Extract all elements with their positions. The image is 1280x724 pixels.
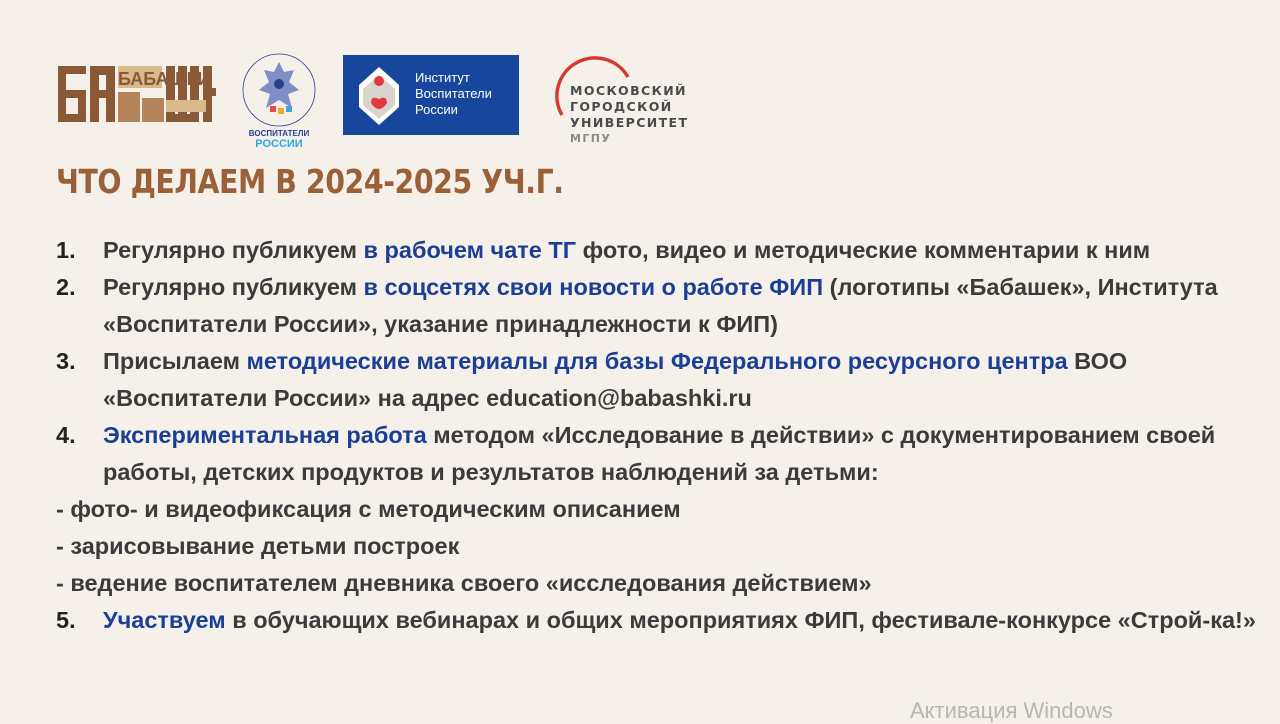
institute-line3: России — [415, 102, 458, 117]
vospitateli-line1: ВОСПИТАТЕЛИ — [248, 129, 310, 138]
item-text: в обучающих вебинарах и общих мероприятиях ФИП, фестивале-конкурсе «Строй-ка!» — [225, 607, 1256, 633]
sub-item: - фото- и видеофиксация с методическим описанием — [56, 496, 681, 522]
item-number: 1. — [56, 237, 76, 263]
item-highlight: методические материалы для базы Федерального ресурсного центра — [246, 348, 1068, 374]
list-item-5 — [56, 602, 1256, 639]
mgpu-line2: ГОРОДСКОЙ — [570, 99, 673, 114]
mgpu-line1: МОСКОВСКИЙ — [570, 83, 687, 98]
item-number: 5. — [56, 607, 76, 633]
item-text: Присылаем — [103, 348, 247, 374]
item-text: методом «Исследование в действии» с документированием своей работы, детских продуктов и результатов наблюдений за детьми: — [103, 422, 1216, 485]
institute-house-icon — [349, 63, 409, 129]
mgpu-line3: УНИВЕРСИТЕТ — [570, 115, 689, 130]
mgpu-logo — [550, 55, 700, 165]
item-text: (логотипы «Бабашек», Института «Воспитатели России», указание принадлежности к ФИП) — [103, 274, 1218, 337]
sub-item: - зарисовывание детьми построек — [56, 533, 460, 559]
item-number: 3. — [56, 348, 76, 374]
institute-logo — [343, 55, 519, 135]
list-item-3 — [56, 343, 1256, 417]
item-highlight: Участвуем — [103, 607, 226, 633]
item-text: ВОО «Воспитатели России» на адрес education@babashki.ru — [103, 348, 1128, 411]
vospitateli-line2: РОССИИ — [255, 138, 303, 150]
institute-line1: Институт — [415, 70, 470, 85]
vospitateli-rossii-emblem — [234, 50, 324, 150]
list-item-2 — [56, 269, 1256, 343]
item-highlight: Экспериментальная работа — [103, 422, 427, 448]
content-list — [56, 232, 1256, 639]
logos-row — [56, 50, 716, 160]
list-item-1 — [56, 232, 1256, 269]
page-title: ЧТО ДЕЛАЕМ В 2024-2025 УЧ.Г. — [56, 162, 564, 201]
item-highlight: в рабочем чате ТГ — [363, 237, 577, 263]
mgpu-line4: МГПУ — [570, 132, 612, 145]
item-highlight: в соцсетях свои новости о работе ФИП — [363, 274, 824, 300]
item-text: Регулярно публикуем — [103, 274, 364, 300]
item-number: 4. — [56, 422, 76, 448]
babashki-logo — [56, 58, 216, 128]
institute-line2: Воспитатели — [415, 86, 492, 101]
windows-activation-watermark: Активация Windows — [910, 698, 1113, 723]
sub-item: - ведение воспитателем дневника своего «исследования действием» — [56, 570, 872, 596]
item-number: 2. — [56, 274, 76, 300]
list-item-4 — [56, 417, 1256, 491]
item-text: Регулярно публикуем — [103, 237, 364, 263]
babashki-wordmark: БАБАШКИ — [118, 69, 211, 89]
item-text: фото, видео и методические комментарии к ним — [576, 237, 1151, 263]
